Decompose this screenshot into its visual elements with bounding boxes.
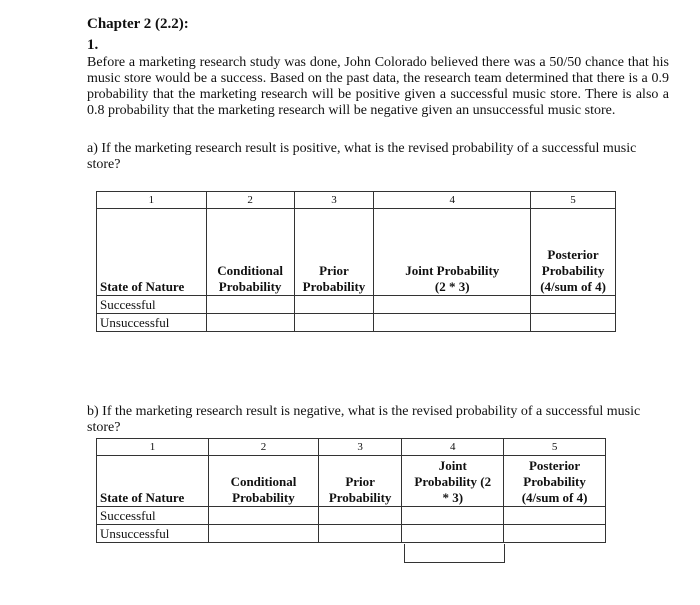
column-number: 5	[531, 192, 616, 209]
header-prior-probability: Prior Probability	[318, 456, 401, 507]
header-state-of-nature: State of Nature	[97, 209, 207, 296]
answer-cell[interactable]	[318, 525, 401, 543]
answer-cell[interactable]	[206, 296, 294, 314]
column-number: 3	[318, 439, 401, 456]
chapter-title: Chapter 2 (2.2):	[87, 16, 189, 32]
answer-cell[interactable]	[504, 507, 606, 525]
table-row	[97, 525, 606, 543]
part-b-question: b) If the marketing research result is negative, what is the revised probability of a successful music store?	[87, 404, 641, 435]
answer-cell[interactable]	[402, 507, 504, 525]
answer-cell[interactable]	[531, 296, 616, 314]
header-joint-probability: Joint Probability (2 * 3)	[374, 209, 531, 296]
answer-cell[interactable]	[294, 314, 374, 332]
table-row	[97, 314, 616, 332]
row-label: Successful	[97, 296, 207, 314]
row-label: Unsuccessful	[97, 525, 209, 543]
column-number: 2	[206, 192, 294, 209]
column-number: 3	[294, 192, 374, 209]
answer-cell[interactable]	[374, 296, 531, 314]
answer-cell[interactable]	[208, 525, 318, 543]
table-part-b	[96, 438, 606, 543]
answer-cell[interactable]	[374, 314, 531, 332]
column-number: 1	[97, 439, 209, 456]
header-conditional-probability: Conditional Probability	[208, 456, 318, 507]
problem-statement: Before a marketing research study was done, John Colorado believed there was a 50/50 chance that his music store would be a success. Based on the past data, the research team determined that there is a 0.9 probability that the marketing research will be positive given a successful music store. There is also a 0.8 probability that the marketing research will be negative given an unsuccessful music store.	[87, 55, 669, 118]
part-a-question: a) If the marketing research result is positive, what is the revised probability of a successful music store?	[87, 141, 637, 172]
sum-cell[interactable]	[404, 544, 505, 563]
header-state-of-nature: State of Nature	[97, 456, 209, 507]
header-prior-probability: Prior Probability	[294, 209, 374, 296]
header-posterior-probability: Posterior Probability (4/sum of 4)	[531, 209, 616, 296]
row-label: Unsuccessful	[97, 314, 207, 332]
answer-cell[interactable]	[206, 314, 294, 332]
answer-cell[interactable]	[318, 507, 401, 525]
table-row	[97, 296, 616, 314]
column-number: 2	[208, 439, 318, 456]
header-joint-probability: Joint Probability (2 * 3)	[402, 456, 504, 507]
question-number: 1.	[87, 37, 99, 53]
header-posterior-probability: Posterior Probability (4/sum of 4)	[504, 456, 606, 507]
header-conditional-probability: Conditional Probability	[206, 209, 294, 296]
column-number: 4	[374, 192, 531, 209]
column-number: 4	[402, 439, 504, 456]
answer-cell[interactable]	[402, 525, 504, 543]
row-label: Successful	[97, 507, 209, 525]
column-number: 1	[97, 192, 207, 209]
answer-cell[interactable]	[208, 507, 318, 525]
column-number: 5	[504, 439, 606, 456]
answer-cell[interactable]	[531, 314, 616, 332]
answer-cell[interactable]	[294, 296, 374, 314]
table-row	[97, 507, 606, 525]
answer-cell[interactable]	[504, 525, 606, 543]
table-part-a	[96, 191, 616, 332]
